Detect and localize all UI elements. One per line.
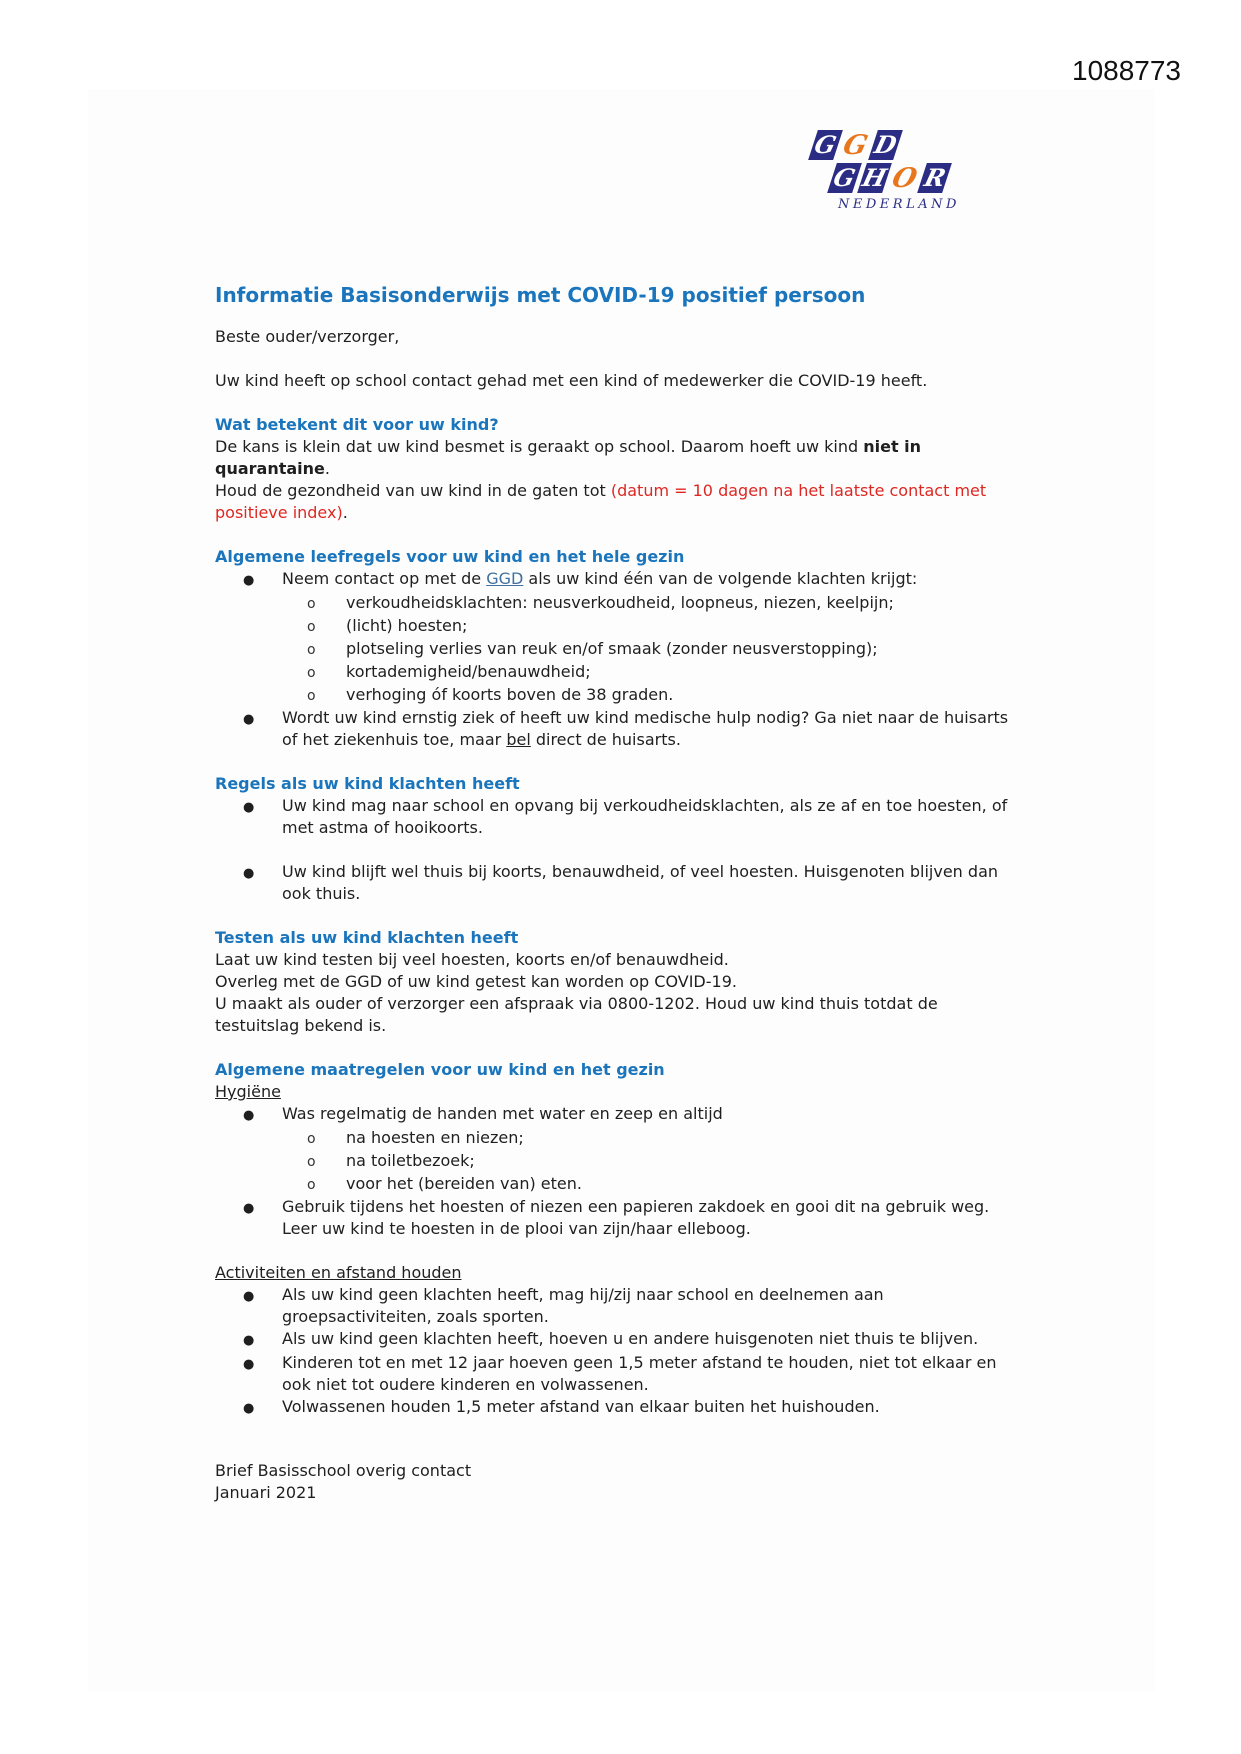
- bullet-marker: ●: [243, 1289, 255, 1304]
- list-item-text: na toiletbezoek;: [346, 1151, 475, 1170]
- text-run: direct de huisarts.: [530, 730, 681, 749]
- circle-bullet-marker: o: [307, 596, 316, 612]
- subsection-heading-activiteiten: Activiteiten en afstand houden: [215, 1263, 462, 1282]
- list-item: [215, 1127, 1017, 1150]
- logo-tile: [857, 163, 892, 193]
- footer-date: Januari 2021: [215, 1483, 317, 1502]
- section-heading-testen: Testen als uw kind klachten heeft: [215, 928, 519, 947]
- circle-bullet-marker: o: [307, 665, 316, 681]
- text-run: .: [342, 503, 348, 522]
- text-run: als uw kind één van de volgende klachten krijgt:: [523, 569, 918, 588]
- list-item-text: (licht) hoesten;: [346, 616, 468, 635]
- list-item-text: [282, 568, 1017, 592]
- circle-bullet-marker: o: [307, 642, 316, 658]
- text-run: Neem contact op met de: [282, 569, 487, 588]
- list-item: [215, 1196, 1017, 1240]
- logo-tile: [887, 163, 922, 193]
- bullet-marker: ●: [243, 1401, 255, 1416]
- paragraph: U maakt als ouder of verzorger een afspraak via 0800-1202. Houd uw kind thuis totdat de testuitslag bekend is.: [215, 994, 938, 1035]
- list-item: [215, 1328, 1017, 1352]
- bullet-marker: ●: [243, 1333, 255, 1348]
- section-heading-wat-betekent: Wat betekent dit voor uw kind?: [215, 415, 499, 434]
- circle-bullet-marker: o: [307, 1177, 316, 1193]
- list-item-text: Gebruik tijdens het hoesten of niezen een papieren zakdoek en gooi dit na gebruik weg. Leer uw kind te hoesten in de plooi van zijn/haar elleboog.: [282, 1197, 990, 1238]
- text-run: Houd de gezondheid van uw kind in de gaten tot: [215, 481, 611, 500]
- list-item: [215, 615, 1017, 638]
- text-run: Wordt uw kind ernstig ziek of heeft uw kind medische hulp nodig? Ga niet naar de huisarts of het ziekenhuis toe, maar: [282, 708, 1009, 749]
- section-heading-regels: Regels als uw kind klachten heeft: [215, 774, 520, 793]
- logo-letter: H: [859, 163, 890, 192]
- list-item-text: Als uw kind geen klachten heeft, hoeven u en andere huisgenoten niet thuis te blijven.: [282, 1329, 979, 1348]
- intro-paragraph: Uw kind heeft op school contact gehad met een kind of medewerker die COVID-19 heeft.: [215, 371, 928, 390]
- circle-bullet-marker: o: [307, 619, 316, 635]
- list-item-text: [282, 707, 1017, 751]
- circle-bullet-marker: o: [307, 688, 316, 704]
- paragraph: Overleg met de GGD of uw kind getest kan worden op COVID-19.: [215, 972, 737, 991]
- list-item-text: Kinderen tot en met 12 jaar hoeven geen 1,5 meter afstand te houden, niet tot elkaar en ook niet tot oudere kinderen en volwassenen.: [282, 1353, 997, 1394]
- list-item-text: Was regelmatig de handen met water en zeep en altijd: [282, 1104, 723, 1123]
- bullet-marker: ●: [243, 712, 255, 727]
- list-item-text: verkoudheidsklachten: neusverkoudheid, loopneus, niezen, keelpijn;: [346, 593, 894, 612]
- list-item-text: na hoesten en niezen;: [346, 1128, 524, 1147]
- list-item: [215, 1396, 1017, 1420]
- paragraph-quarantaine: [215, 436, 1017, 480]
- page-title: Informatie Basisonderwijs met COVID-19 positief persoon: [215, 283, 866, 307]
- list-item: [215, 1150, 1017, 1173]
- list-item-text: Uw kind mag naar school en opvang bij verkoudheidsklachten, als ze af en toe hoesten, of met astma of hooikoorts.: [282, 796, 1008, 837]
- list-item: [215, 861, 1017, 905]
- logo-letter: G: [811, 130, 840, 159]
- alert-text-run: (datum = 10 dagen na het laatste contact met positieve index): [215, 481, 987, 522]
- circle-bullet-marker: o: [307, 1154, 316, 1170]
- list-item: [215, 1284, 1017, 1328]
- salutation: Beste ouder/verzorger,: [215, 327, 400, 346]
- document-number: 1088773: [1072, 55, 1182, 86]
- logo-letter: G: [840, 129, 871, 161]
- subsection-heading-hygiene: Hygiëne: [215, 1082, 281, 1101]
- list-item: [215, 638, 1017, 661]
- bullet-marker: ●: [243, 1201, 255, 1216]
- section-heading-leefregels: Algemene leefregels voor uw kind en het hele gezin: [215, 547, 685, 566]
- bullet-marker: ●: [243, 573, 255, 588]
- logo-row-ghor: [832, 163, 992, 193]
- list-item: [215, 661, 1017, 684]
- list-item-text: voor het (bereiden van) eten.: [346, 1174, 582, 1193]
- logo-letter: D: [871, 130, 900, 159]
- logo-letter: R: [920, 163, 949, 192]
- list-item: [215, 568, 1017, 592]
- list-item: [215, 795, 1017, 839]
- list-item: [215, 592, 1017, 615]
- logo-tile: [827, 163, 862, 193]
- bullet-marker: ●: [243, 1108, 255, 1123]
- logo-row-ggd: [813, 130, 992, 160]
- underlined-text-run: bel: [506, 730, 531, 749]
- bullet-marker: ●: [243, 1357, 255, 1372]
- logo-tile: [808, 130, 843, 160]
- logo-caption: NEDERLAND: [838, 197, 960, 212]
- list-item-text: Uw kind blijft wel thuis bij koorts, benauwdheid, of veel hoesten. Huisgenoten blijven dan ook thuis.: [282, 862, 999, 903]
- bold-text-run: niet in quarantaine: [215, 437, 922, 478]
- logo-tile: [838, 130, 873, 160]
- list-item: [215, 1352, 1017, 1396]
- list-item: [215, 1173, 1017, 1196]
- list-item-text: Als uw kind geen klachten heeft, mag hij/zij naar school en deelnemen aan groepsactiviteiten, zoals sporten.: [282, 1285, 884, 1326]
- footer-document-name: Brief Basisschool overig contact: [215, 1461, 472, 1480]
- logo-tile: [917, 163, 952, 193]
- logo-letter: O: [888, 162, 921, 194]
- paragraph: Laat uw kind testen bij veel hoesten, koorts en/of benauwdheid.: [215, 950, 729, 969]
- letter-body: [215, 283, 1017, 1504]
- logo-tile: [868, 130, 903, 160]
- list-item-text: verhoging óf koorts boven de 38 graden.: [346, 685, 674, 704]
- list-item-text: kortademigheid/benauwdheid;: [346, 662, 591, 681]
- bullet-marker: ●: [243, 866, 255, 881]
- text-run: De kans is klein dat uw kind besmet is geraakt op school. Daarom hoeft uw kind: [215, 437, 864, 456]
- list-item: [215, 1103, 1017, 1127]
- ggd-ghor-logo: [802, 130, 992, 212]
- circle-bullet-marker: o: [307, 1131, 316, 1147]
- bullet-marker: ●: [243, 800, 255, 815]
- list-item: [215, 684, 1017, 707]
- list-item-text: plotseling verlies van reuk en/of smaak (zonder neusverstopping);: [346, 639, 878, 658]
- ggd-link[interactable]: GGD: [486, 569, 524, 588]
- section-heading-maatregelen: Algemene maatregelen voor uw kind en het gezin: [215, 1060, 665, 1079]
- text-run: .: [324, 459, 330, 478]
- paragraph-gezondheid: [215, 480, 1017, 524]
- list-item-text: Volwassenen houden 1,5 meter afstand van elkaar buiten het huishouden.: [282, 1397, 880, 1416]
- logo-letter: G: [830, 163, 859, 192]
- list-item: [215, 707, 1017, 751]
